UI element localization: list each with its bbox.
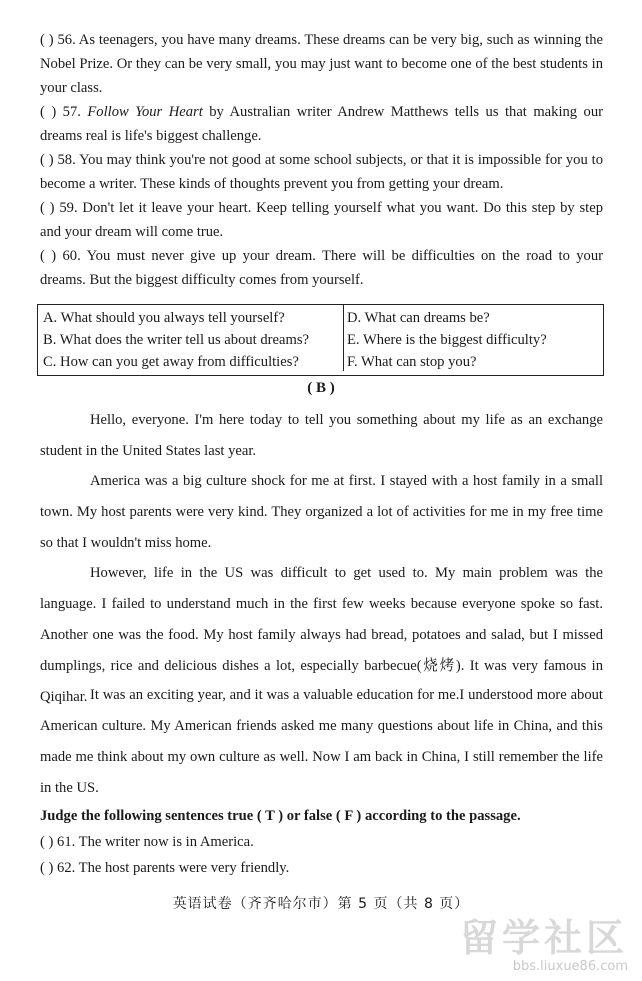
answer-blank[interactable]: ( ) [40,32,54,48]
options-box [37,304,604,376]
answer-blank[interactable]: ( ) [40,860,54,876]
question-58 [40,148,603,196]
question-number: 57. [62,104,88,120]
options-left-column [43,307,338,373]
option-b: B. What does the writer tell us about dreams? [43,332,309,348]
question-60 [40,244,603,292]
passage-paragraph-1: Hello, everyone. I'm here today to tell you something about my life as an exchange student in the United States last year. [40,412,603,459]
option-c: C. How can you get away from difficulties? [43,354,299,370]
question-59 [40,196,603,244]
question-text: 56. As teenagers, you have many dreams. These dreams can be very big, such as winning the Nobel Prize. Or they can be very small, you may just want to become one of the best students in your class. [40,32,603,96]
passage-paragraph-3: However, life in the US was difficult to get used to. My main problem was the language. I failed to understand much in the first few weeks because everyone spoke so fast. Another one was the food. My host family always had bread, potatoes and salad, but I missed dumplings, rice and delicious dishes a lot, especially barbecue(烧烤). It was very famous in Qiqihar. [40,565,603,705]
answer-blank[interactable]: ( ) [40,152,54,168]
answer-blank[interactable]: ( ) [40,104,57,120]
question-62 [40,856,603,880]
option-f: F. What can stop you? [347,354,477,370]
watermark-url: bbs.liuxue86.com [512,959,628,974]
option-e: E. Where is the biggest difficulty? [347,332,547,348]
question-text: by Australian writer Andrew Matthews tells us that making our dreams real is life's biggest challenge. [40,104,604,144]
option-a: A. What should you always tell yourself? [43,310,285,326]
answer-blank[interactable]: ( ) [40,834,54,850]
question-57 [40,100,603,148]
watermark [460,917,628,975]
section-heading: ( B ) [307,380,335,396]
passage-paragraph-4: It was an exciting year, and it was a valuable education for me.I understood more about American culture. My American friends asked me many questions about life in China, and this made me think about my own culture as well. Now I am back in China, I still remember the life in the US. [40,687,603,796]
question-text: 61. The writer now is in America. [57,834,254,850]
option-d: D. What can dreams be? [347,310,490,326]
question-text: 60. You must never give up your dream. There will be difficulties on the road to your dreams. But the biggest difficulty comes from yourself. [40,248,603,288]
book-title: Follow Your Heart [87,104,203,120]
page-footer: 英语试卷（齐齐哈尔市）第 5 页（共 8 页） [172,896,470,912]
watermark-logo: 留学社区 [459,916,628,960]
question-56 [40,28,603,100]
question-text: 62. The host parents were very friendly. [57,860,290,876]
options-right-column [343,305,598,371]
instruction: Judge the following sentences true ( T ) or false ( F ) according to the passage. [40,808,521,824]
passage-paragraph-2: America was a big culture shock for me at first. I stayed with a host family in a small town. My host parents were very kind. They organized a lot of activities for me in my free time so that I wouldn't miss home. [40,473,603,551]
question-text: 59. Don't let it leave your heart. Keep telling yourself what you want. Do this step by step and your dream will come true. [40,200,604,240]
question-text: 58. You may think you're not good at some school subjects, or that it is impossible for you to become a writer. These kinds of thoughts prevent you from getting your dream. [40,152,603,192]
question-61 [40,830,603,854]
answer-blank[interactable]: ( ) [40,200,55,216]
answer-blank[interactable]: ( ) [40,248,57,264]
